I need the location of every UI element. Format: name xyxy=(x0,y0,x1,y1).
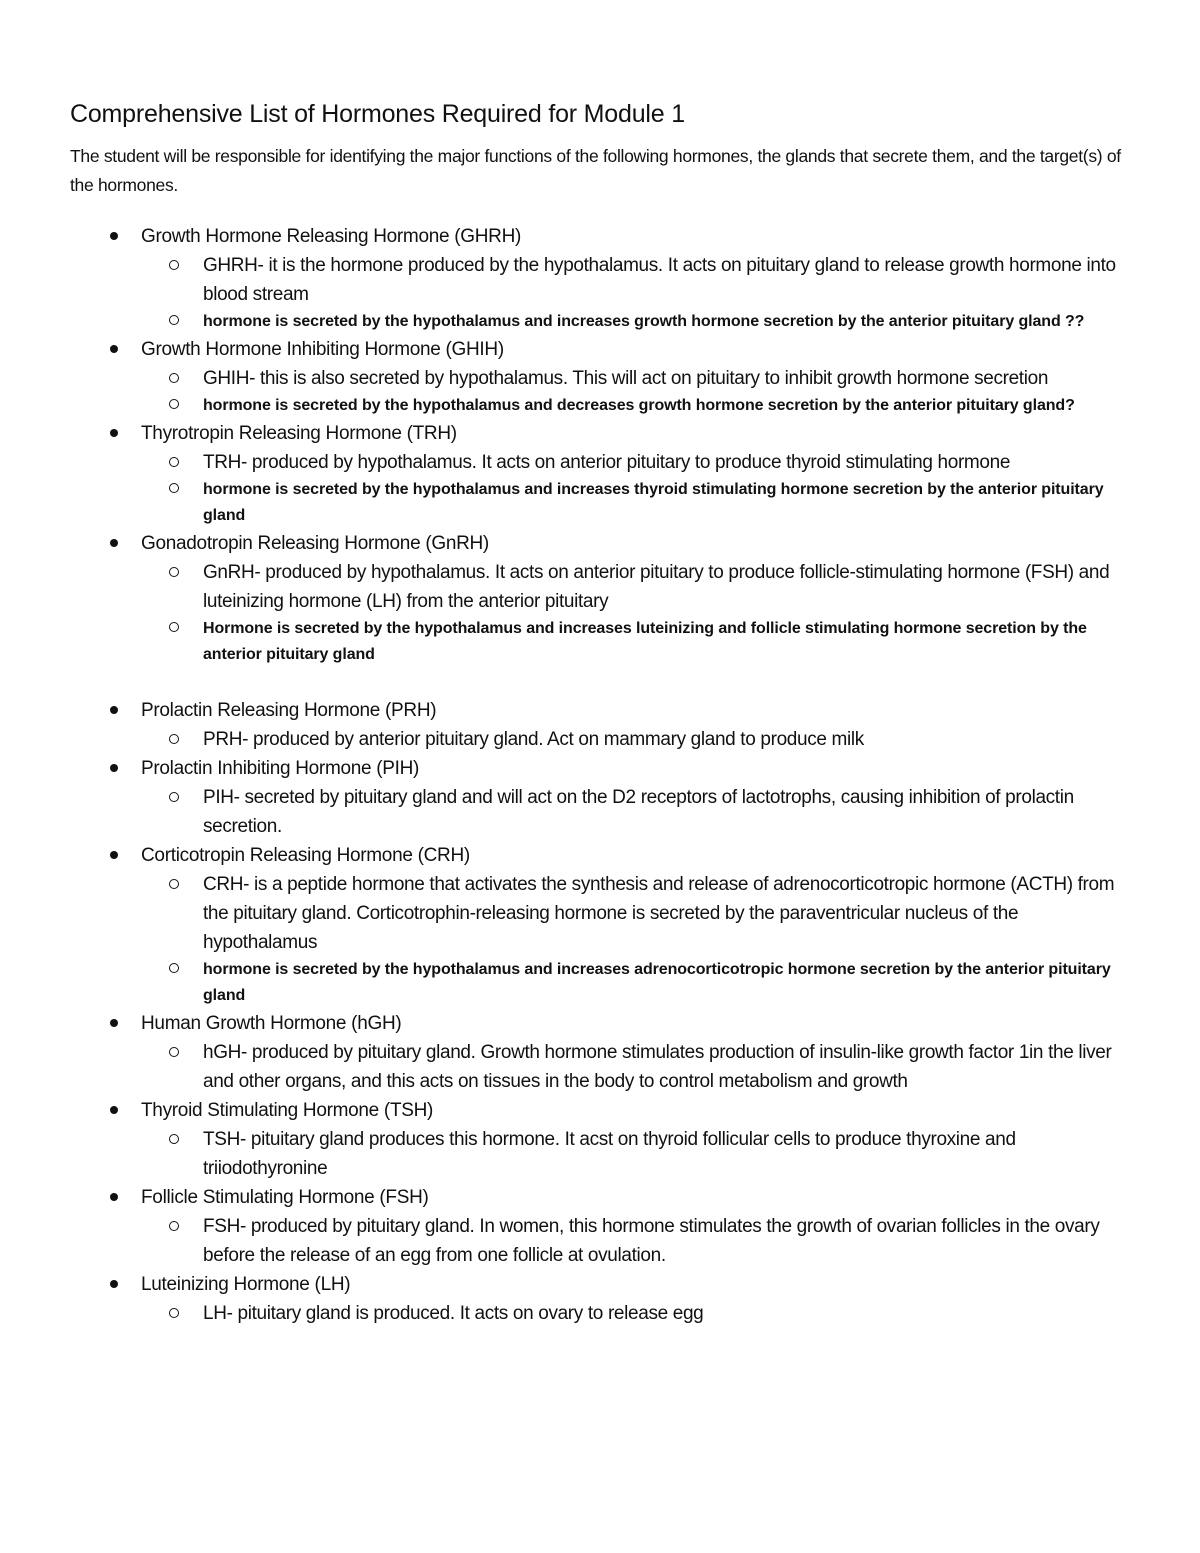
note-item xyxy=(141,957,1130,1009)
hormone-item xyxy=(70,1009,1130,1096)
hormone-item xyxy=(70,1270,1130,1328)
circle-bullet-icon xyxy=(169,373,179,383)
hormone-item xyxy=(70,696,1130,754)
bullet-icon xyxy=(110,706,118,714)
bullet-icon xyxy=(110,1280,118,1288)
note-text: hGH- produced by pituitary gland. Growth hormone stimulates production of insulin-like growth factor 1in the liver and other organs, and this acts on tissues in the body to control metabolism and growth xyxy=(203,1042,1112,1092)
bullet-icon xyxy=(110,1106,118,1114)
page-title: Comprehensive List of Hormones Required for Module 1 xyxy=(70,100,685,128)
hormone-list xyxy=(70,222,1130,1328)
note-item xyxy=(141,251,1130,309)
note-item xyxy=(141,393,1130,419)
summary-note-text: hormone is secreted by the hypothalamus and increases adrenocorticotropic hormone secretion by the anterior pituitary gland xyxy=(203,961,1111,1004)
circle-bullet-icon xyxy=(169,734,179,744)
hormone-notes xyxy=(141,251,1130,335)
note-text: CRH- is a peptide hormone that activates the synthesis and release of adrenocorticotropic hormone (ACTH) from the pituitary gland. Corticotrophin-releasing hormone is secreted by the paraventricular nucleus of the hypothalamus xyxy=(203,874,1115,953)
circle-bullet-icon xyxy=(169,622,179,632)
bullet-icon xyxy=(110,232,118,240)
bullet-icon xyxy=(110,764,118,772)
hormone-notes xyxy=(141,1212,1130,1270)
hormone-notes xyxy=(141,725,1130,754)
hormone-name: Growth Hormone Releasing Hormone (GHRH) xyxy=(141,226,522,247)
hormone-item xyxy=(70,754,1130,841)
note-text: GHIH- this is also secreted by hypothalamus. This will act on pituitary to inhibit growth hormone secretion xyxy=(203,368,1049,389)
note-item xyxy=(141,1125,1130,1183)
note-item xyxy=(141,1038,1130,1096)
hormone-notes xyxy=(141,558,1130,668)
note-item xyxy=(141,309,1130,335)
circle-bullet-icon xyxy=(169,1221,179,1231)
hormone-notes xyxy=(141,783,1130,841)
bullet-icon xyxy=(110,429,118,437)
hormone-name: Human Growth Hormone (hGH) xyxy=(141,1013,402,1034)
hormone-notes xyxy=(141,1038,1130,1096)
hormone-item xyxy=(70,529,1130,668)
circle-bullet-icon xyxy=(169,1308,179,1318)
circle-bullet-icon xyxy=(169,792,179,802)
note-text: GHRH- it is the hormone produced by the hypothalamus. It acts on pituitary gland to release growth hormone into blood stream xyxy=(203,255,1116,305)
circle-bullet-icon xyxy=(169,260,179,270)
bullet-icon xyxy=(110,539,118,547)
hormone-name: Corticotropin Releasing Hormone (CRH) xyxy=(141,845,470,866)
summary-note-text: hormone is secreted by the hypothalamus and increases growth hormone secretion by the anterior pituitary gland ?? xyxy=(203,313,1085,330)
circle-bullet-icon xyxy=(169,483,179,493)
circle-bullet-icon xyxy=(169,1047,179,1057)
hormone-item xyxy=(70,1183,1130,1270)
bullet-icon xyxy=(110,851,118,859)
hormone-name: Prolactin Inhibiting Hormone (PIH) xyxy=(141,758,420,779)
note-item xyxy=(141,725,1130,754)
hormone-notes xyxy=(141,870,1130,1009)
note-text: PIH- secreted by pituitary gland and will act on the D2 receptors of lactotrophs, causing inhibition of prolactin secretion. xyxy=(203,787,1074,837)
summary-note-text: Hormone is secreted by the hypothalamus and increases luteinizing and follicle stimulating hormone secretion by the anterior pituitary gland xyxy=(203,620,1087,663)
circle-bullet-icon xyxy=(169,567,179,577)
circle-bullet-icon xyxy=(169,1134,179,1144)
note-text: LH- pituitary gland is produced. It acts on ovary to release egg xyxy=(203,1303,704,1324)
bullet-icon xyxy=(110,1019,118,1027)
hormone-name: Follicle Stimulating Hormone (FSH) xyxy=(141,1187,429,1208)
note-item xyxy=(141,558,1130,616)
note-text: FSH- produced by pituitary gland. In women, this hormone stimulates the growth of ovarian follicles in the ovary before the release of an egg from one follicle at ovulation. xyxy=(203,1216,1100,1266)
circle-bullet-icon xyxy=(169,457,179,467)
hormone-name: Gonadotropin Releasing Hormone (GnRH) xyxy=(141,533,489,554)
note-text: TRH- produced by hypothalamus. It acts on anterior pituitary to produce thyroid stimulating hormone xyxy=(203,452,1011,473)
hormone-item xyxy=(70,222,1130,335)
intro-paragraph: The student will be responsible for identifying the major functions of the following hormones, the glands that secrete them, and the target(s) of the hormones. xyxy=(70,146,1121,195)
circle-bullet-icon xyxy=(169,879,179,889)
note-item xyxy=(141,364,1130,393)
circle-bullet-icon xyxy=(169,399,179,409)
hormone-notes xyxy=(141,1299,1130,1328)
hormone-notes xyxy=(141,448,1130,529)
note-text: PRH- produced by anterior pituitary gland. Act on mammary gland to produce milk xyxy=(203,729,864,750)
hormone-notes xyxy=(141,1125,1130,1183)
note-item xyxy=(141,616,1130,668)
bullet-icon xyxy=(110,345,118,353)
hormone-name: Luteinizing Hormone (LH) xyxy=(141,1274,351,1295)
note-item xyxy=(141,448,1130,477)
summary-note-text: hormone is secreted by the hypothalamus and increases thyroid stimulating hormone secretion by the anterior pituitary gland xyxy=(203,481,1104,524)
bullet-icon xyxy=(110,1193,118,1201)
circle-bullet-icon xyxy=(169,315,179,325)
hormone-notes xyxy=(141,364,1130,419)
hormone-item xyxy=(70,335,1130,419)
hormone-name: Growth Hormone Inhibiting Hormone (GHIH) xyxy=(141,339,504,360)
note-item xyxy=(141,783,1130,841)
note-item xyxy=(141,870,1130,957)
hormone-name: Thyroid Stimulating Hormone (TSH) xyxy=(141,1100,434,1121)
hormone-name: Prolactin Releasing Hormone (PRH) xyxy=(141,700,437,721)
hormone-item xyxy=(70,1096,1130,1183)
hormone-name: Thyrotropin Releasing Hormone (TRH) xyxy=(141,423,457,444)
note-item xyxy=(141,477,1130,529)
circle-bullet-icon xyxy=(169,963,179,973)
note-item xyxy=(141,1212,1130,1270)
hormone-item xyxy=(70,841,1130,1009)
note-text: GnRH- produced by hypothalamus. It acts on anterior pituitary to produce follicle-stimulating hormone (FSH) and luteinizing hormone (LH) from the anterior pituitary xyxy=(203,562,1110,612)
note-item xyxy=(141,1299,1130,1328)
hormone-item xyxy=(70,419,1130,529)
summary-note-text: hormone is secreted by the hypothalamus and decreases growth hormone secretion by the anterior pituitary gland? xyxy=(203,397,1075,414)
note-text: TSH- pituitary gland produces this hormone. It acst on thyroid follicular cells to produce thyroxine and triiodothyronine xyxy=(203,1129,1016,1179)
